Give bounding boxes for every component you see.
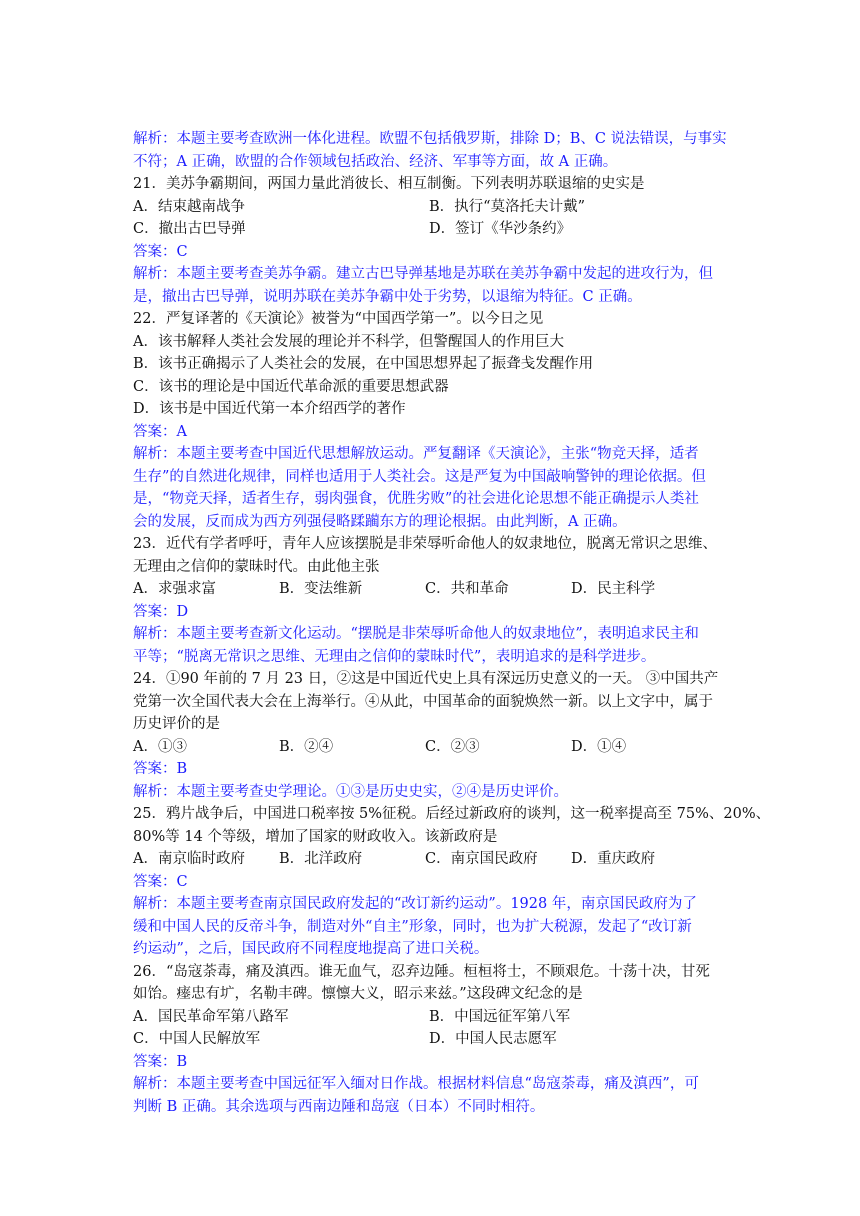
option-a-label: A．①③ [133, 738, 187, 755]
option-b-label: D．中国人民志愿军 [429, 1031, 557, 1047]
option-b-label: D．签订《华沙条约》 [429, 221, 572, 237]
answer-line: 答案：C [133, 873, 188, 890]
analysis-line: 是，撤出古巴导弹，说明苏联在美苏争霸中处于劣势，以退缩为特征。C 正确。 [133, 288, 642, 305]
analysis-line: 解析：本题主要考查新文化运动。“摆脱是非荣辱听命他人的奴隶地位”，表明追求民主和 [133, 626, 699, 642]
analysis-line: 平等；“脱离无常识之思维、无理由之信仰的蒙昧时代”，表明追求的是科学进步。 [133, 648, 656, 665]
option-line: B．该书正确揭示了人类社会的发展，在中国思想界起了振聋戋发醒作用 [133, 356, 594, 372]
option-b-label: B．变法维新 [279, 581, 363, 597]
answer-line: 答案：C [133, 243, 188, 260]
option-d-label: D．民主科学 [571, 581, 656, 597]
options-row [133, 578, 733, 601]
option-b-label: B．②④ [279, 738, 334, 755]
option-line: A．该书解释人类社会发展的理论并不科学，但警醒国人的作用巨大 [133, 333, 564, 350]
option-a-label: C．撤出古巴导弹 [133, 221, 246, 237]
option-a-label: A．国民革命军第八路军 [133, 1008, 289, 1025]
analysis-line: 解析：本题主要考查欧洲一体化进程。欧盟不包括俄罗斯，排除 D；B、C 说法错误，与事实 [133, 131, 727, 147]
option-b-label: B．北洋政府 [279, 851, 363, 867]
option-c-label: C．共和革命 [425, 581, 509, 597]
analysis-line: 会的发展，反而成为西方列强侵略蹂躏东方的理论根据。由此判断，A 正确。 [133, 513, 627, 530]
options-row [133, 218, 733, 241]
option-a-label: A．求强求富 [133, 581, 216, 597]
question-text-line: 无理由之信仰的蒙昧时代。由此他主张 [133, 558, 380, 575]
question-text-line: 23．近代有学者呼吁，青年人应该摆脱是非荣辱听命他人的奴隶地位，脱离无常识之思维、 [133, 536, 717, 552]
question-text-line: 24．①90 年前的 7 月 23 日，②这是中国近代史上具有深远历史意义的一天。 ③中国共产 [133, 671, 719, 687]
option-a-label: A．结束越南战争 [133, 198, 245, 215]
analysis-line: 解析：本题主要考查中国近代思想解放运动。严复翻译《天演论》，主张“物竞天择，适者 [133, 446, 699, 462]
option-a-label: C．中国人民解放军 [133, 1031, 261, 1047]
options-row [133, 196, 733, 219]
analysis-line: 缓和中国人民的反帝斗争，制造对外“自主”形象，同时，也为扩大税源，发起了“改订新 [133, 918, 692, 935]
question-text-line: 21．美苏争霸期间，两国力量此消彼长、相互制衡。下列表明苏联退缩的史实是 [133, 176, 645, 192]
answer-line: 答案：B [133, 761, 188, 777]
option-b-label: B．执行“莫洛托夫计戴” [429, 198, 585, 215]
options-row [133, 1028, 733, 1051]
analysis-line: 解析：本题主要考查南京国民政府发起的“改订新约运动”。1928 年，南京国民政府为了 [133, 896, 697, 912]
option-c-label: C．南京国民政府 [425, 851, 538, 867]
analysis-line: 是，“物竞天择，适者生存，弱肉强食，优胜劣败”的社会进化论思想不能正确提示人类社 [133, 491, 699, 507]
options-row [133, 848, 733, 871]
analysis-line: 判断 B 正确。其余选项与西南边陲和岛寇（日本）不同时相符。 [133, 1098, 545, 1115]
question-text-line: 25．鸦片战争后，中国进口税率按 5%征税。后经过新政府的谈判，这一税率提高至 75%、20%、 [133, 806, 771, 822]
question-text-line: 26．“岛寇荼毒，痛及滇西。谁无血气，忍弃边陲。桓桓将士，不顾艰危。十荡十决，甘死 [133, 963, 710, 980]
option-d-label: D．重庆政府 [571, 851, 656, 867]
analysis-line: 解析：本题主要考查中国远征军入缅对日作战。根据材料信息“岛寇荼毒，痛及滇西”，可 [133, 1076, 699, 1092]
question-text-line: 党第一次全国代表大会在上海举行。④从此，中国革命的面貌焕然一新。以上文字中，属于 [133, 693, 713, 710]
document-body [133, 128, 771, 1118]
analysis-line: 约运动”，之后，国民政府不同程度地提高了进口关税。 [133, 941, 489, 957]
analysis-line: 不符；A 正确，欧盟的合作领域包括政治、经济、军事等方面，故 A 正确。 [133, 153, 618, 170]
option-b-label: B．中国远征军第八军 [429, 1008, 571, 1025]
options-row [133, 1006, 733, 1029]
question-text-line: 22．严复译著的《天演论》被誉为“中国西学第一”。以今日之见 [133, 311, 544, 327]
option-d-label: D．①④ [571, 738, 627, 755]
option-c-label: C．②③ [425, 738, 480, 755]
answer-line: 答案：D [133, 603, 189, 620]
answer-line: 答案：A [133, 423, 187, 440]
option-line: D．该书是中国近代第一本介绍西学的著作 [133, 401, 406, 417]
analysis-line: 解析：本题主要考查美苏争霸。建立古巴导弹基地是苏联在美苏争霸中发起的进攻行为，但 [133, 266, 713, 282]
analysis-line: 解析：本题主要考查史学理论。①③是历史史实，②④是历史评价。 [133, 783, 568, 800]
options-row [133, 736, 733, 759]
analysis-line: 生存”的自然进化规律，同样也适用于人类社会。这是严复为中国敲响警钟的理论依据。但 [133, 468, 706, 485]
answer-line: 答案：B [133, 1053, 188, 1070]
question-text-line: 历史评价的是 [133, 716, 220, 732]
question-text-line: 如饴。瘗忠有圹，名勒丰碑。懔懔大义，昭示来兹。”这段碑文纪念的是 [133, 986, 583, 1002]
option-a-label: A．南京临时政府 [133, 851, 245, 867]
option-line: C．该书的理论是中国近代革命派的重要思想武器 [133, 378, 449, 395]
question-text-line: 80%等 14 个等级，增加了国家的财政收入。该新政府是 [133, 828, 498, 845]
